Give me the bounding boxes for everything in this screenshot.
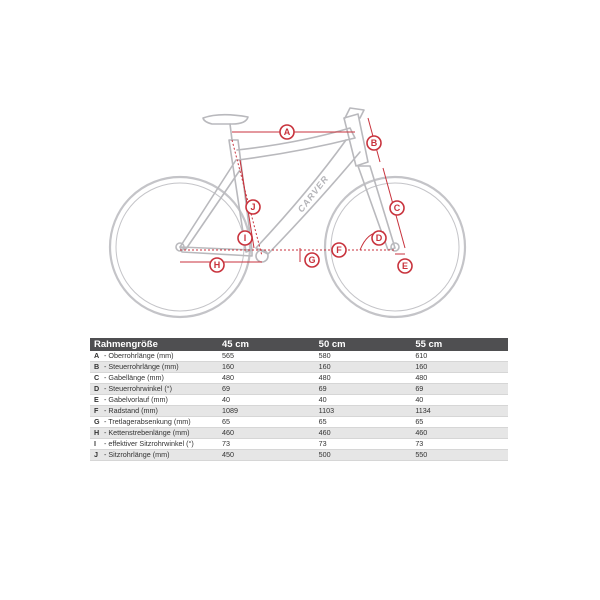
row-value: 1089 — [218, 406, 315, 417]
table-row — [90, 406, 508, 417]
svg-text:H: H — [213, 260, 221, 270]
row-value: 73 — [218, 439, 315, 450]
row-value: 460 — [411, 428, 508, 439]
row-description: - Radstand (mm) — [104, 406, 158, 415]
header-row — [90, 338, 508, 351]
row-description: - Oberrohrlänge (mm) — [104, 351, 174, 360]
row-value: 65 — [218, 417, 315, 428]
row-value: 40 — [411, 395, 508, 406]
row-value: 480 — [411, 373, 508, 384]
row-letter: E — [94, 395, 99, 404]
row-label — [90, 362, 218, 373]
marker-a — [280, 125, 294, 139]
row-label — [90, 450, 218, 461]
svg-text:F: F — [336, 245, 342, 255]
row-label — [90, 428, 218, 439]
row-value: 160 — [218, 362, 315, 373]
row-value: 500 — [315, 450, 412, 461]
row-value: 565 — [218, 351, 315, 362]
row-value: 580 — [315, 351, 412, 362]
row-value: 69 — [218, 384, 315, 395]
marker-f — [332, 243, 346, 257]
table-row — [90, 351, 508, 362]
row-value: 40 — [315, 395, 412, 406]
table-row — [90, 417, 508, 428]
chain-stay — [180, 247, 252, 256]
svg-text:D: D — [375, 233, 383, 243]
row-description: - Kettenstrebenlänge (mm) — [104, 428, 190, 437]
row-value: 160 — [315, 362, 412, 373]
svg-text:J: J — [250, 202, 256, 212]
header-45cm: 45 cm — [218, 338, 315, 351]
marker-j — [246, 200, 260, 214]
row-value: 1103 — [315, 406, 412, 417]
top-tube — [237, 128, 355, 160]
marker-c — [390, 201, 404, 215]
row-value: 1134 — [411, 406, 508, 417]
row-letter: H — [94, 428, 100, 437]
svg-text:I: I — [243, 233, 247, 243]
row-description: - Gabellänge (mm) — [104, 373, 164, 382]
svg-text:G: G — [308, 255, 316, 265]
row-letter: F — [94, 406, 99, 415]
row-value: 160 — [411, 362, 508, 373]
svg-text:E: E — [401, 261, 409, 271]
row-value: 550 — [411, 450, 508, 461]
row-value: 610 — [411, 351, 508, 362]
svg-text:B: B — [370, 138, 378, 148]
row-value: 65 — [315, 417, 412, 428]
row-description: - effektiver Sitzrohrwinkel (°) — [104, 439, 194, 448]
svg-text:C: C — [393, 203, 401, 213]
row-label — [90, 406, 218, 417]
row-letter: B — [94, 362, 100, 371]
marker-b — [367, 136, 381, 150]
table-header — [90, 338, 508, 351]
row-value: 480 — [315, 373, 412, 384]
row-letter: A — [94, 351, 100, 360]
table-row — [90, 450, 508, 461]
row-value: 460 — [315, 428, 412, 439]
table-row — [90, 384, 508, 395]
marker-d — [372, 231, 386, 245]
row-label — [90, 373, 218, 384]
row-value: 480 — [218, 373, 315, 384]
row-value: 65 — [411, 417, 508, 428]
saddle — [203, 115, 248, 124]
geometry-table — [90, 338, 508, 461]
row-label — [90, 351, 218, 362]
row-value: 73 — [411, 439, 508, 450]
row-label — [90, 395, 218, 406]
marker-i — [238, 231, 252, 245]
row-value: 40 — [218, 395, 315, 406]
header-frame-size: Rahmengröße — [90, 338, 218, 351]
row-value: 450 — [218, 450, 315, 461]
table-row — [90, 428, 508, 439]
row-label — [90, 439, 218, 450]
row-description: - Gabelvorlauf (mm) — [104, 395, 168, 404]
row-description: - Steuerrohrwinkel (°) — [104, 384, 172, 393]
brand-logo: CARVER — [295, 173, 331, 215]
marker-h — [210, 258, 224, 272]
row-label — [90, 417, 218, 428]
header-50cm: 50 cm — [315, 338, 412, 351]
table-row — [90, 373, 508, 384]
seatpost — [230, 124, 232, 140]
row-label — [90, 384, 218, 395]
row-value: 73 — [315, 439, 412, 450]
marker-e — [398, 259, 412, 273]
header-55cm: 55 cm — [411, 338, 508, 351]
table-row — [90, 362, 508, 373]
table-row — [90, 395, 508, 406]
table-body — [90, 351, 508, 461]
row-value: 69 — [315, 384, 412, 395]
table-row — [90, 439, 508, 450]
row-letter: J — [94, 450, 98, 459]
row-letter: I — [94, 439, 96, 448]
svg-text:A: A — [283, 127, 291, 137]
row-value: 460 — [218, 428, 315, 439]
seat-stay — [180, 160, 240, 249]
row-description: - Sitzrohrlänge (mm) — [104, 450, 170, 459]
row-letter: D — [94, 384, 100, 393]
row-description: - Tretlagerabsenkung (mm) — [104, 417, 191, 426]
row-letter: G — [94, 417, 100, 426]
row-letter: C — [94, 373, 100, 382]
row-value: 69 — [411, 384, 508, 395]
marker-g — [305, 253, 319, 267]
row-description: - Steuerrohrlänge (mm) — [104, 362, 179, 371]
